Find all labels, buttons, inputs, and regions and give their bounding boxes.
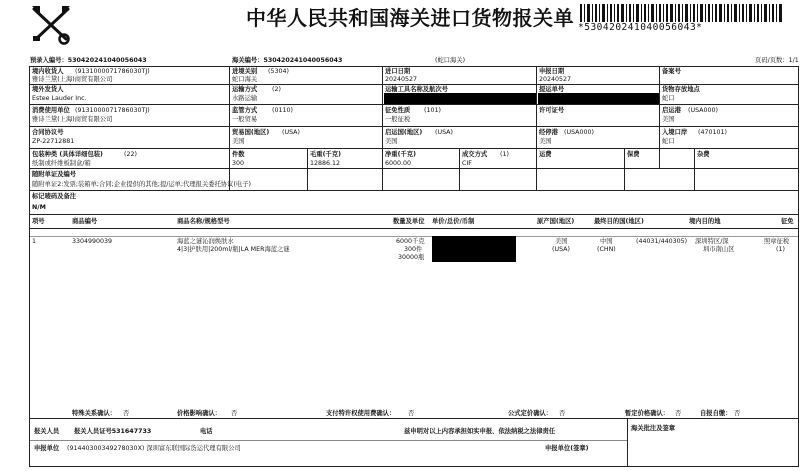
docs-label: 随附单证及编号 bbox=[32, 171, 77, 178]
transit-port-code: (USA000) bbox=[564, 129, 594, 136]
goods-qty-weight: 6000千克 bbox=[396, 238, 425, 245]
pack-code: (22) bbox=[124, 151, 137, 158]
special-relation-value: 否 bbox=[123, 410, 130, 417]
origin-country-label: 启运国(地区) bbox=[385, 129, 423, 136]
page-title: 中华人民共和国海关进口货物报关单 bbox=[246, 6, 574, 30]
goods-header-levy: 征免 bbox=[781, 218, 794, 225]
declarer-cert: 报关人员证号531647733 bbox=[74, 428, 152, 435]
declaring-unit-value: (91440300349278030X) 深圳富东联国际货运代理有限公司 bbox=[67, 445, 241, 452]
deal-value: CIF bbox=[462, 160, 472, 167]
goods-header-domestic: 境内目的地 bbox=[689, 218, 721, 225]
net-label: 净重(千克) bbox=[385, 151, 416, 158]
origin-country-value: 美国 bbox=[385, 138, 398, 145]
goods-domestic-value: 深圳特区/深 bbox=[695, 238, 729, 245]
levy-value: 一般征税 bbox=[385, 116, 411, 123]
goods-origin-code: (USA) bbox=[552, 246, 570, 253]
pack-value: 纸制或纤维板制盒/箱 bbox=[32, 160, 91, 167]
declaring-unit-sign: 申报单位(签章) bbox=[545, 445, 589, 452]
customs-endorsement-label: 海关批注及签章 bbox=[631, 425, 676, 432]
goods-dest: 中国 bbox=[600, 238, 613, 245]
declaring-unit-label: 申报单位 bbox=[34, 445, 60, 452]
goods-qty-bottles: 30000瓶 bbox=[398, 254, 425, 261]
goods-domestic-code: (44031/440305) bbox=[636, 238, 688, 245]
gross-label: 毛重(千克) bbox=[310, 151, 341, 158]
marks-value: N/M bbox=[32, 204, 46, 211]
departure-port-label: 启运港 bbox=[662, 107, 681, 114]
contract-label: 合同协议号 bbox=[32, 129, 64, 136]
transit-port-value: 美国 bbox=[539, 138, 552, 145]
levy-label: 征免性质 bbox=[385, 107, 411, 114]
pieces-value: 300 bbox=[232, 160, 245, 167]
price-impact-value: 否 bbox=[231, 410, 238, 417]
contract-value: ZP-22712881 bbox=[32, 138, 75, 145]
consignee-name: 雅诗兰黛(上海)商贸有限公司 bbox=[32, 76, 113, 83]
special-relation-label: 特殊关系确认： bbox=[72, 410, 117, 417]
deal-code: (1) bbox=[500, 151, 509, 158]
formula-label: 公式定价确认： bbox=[508, 410, 553, 417]
goods-levy-code: (1) bbox=[776, 246, 785, 253]
goods-price-redacted bbox=[432, 236, 516, 262]
transit-port-label: 经停港 bbox=[539, 129, 558, 136]
transport-label: 运输方式 bbox=[232, 86, 258, 93]
goods-header-name: 商品名称/规格型号 bbox=[177, 218, 230, 225]
supervision-code: (0110) bbox=[272, 107, 293, 114]
license-label: 许可证号 bbox=[539, 107, 565, 114]
entry-customs-value: 蛇口海关 bbox=[232, 76, 258, 83]
trade-country-label: 贸易国(地区) bbox=[232, 129, 270, 136]
barcode-text: *530420241040056043* bbox=[578, 22, 703, 33]
price-impact-label: 价格影响确认： bbox=[177, 410, 222, 417]
goods-spec: 4|3|护肤用|200ml/瓶|LA MER海蓝之谜 bbox=[177, 246, 290, 253]
provisional-value: 否 bbox=[675, 410, 682, 417]
consumer-label: 消费使用单位 bbox=[32, 107, 70, 114]
entry-port-value: 蛇口 bbox=[662, 138, 675, 145]
pieces-label: 件数 bbox=[232, 151, 245, 158]
goods-origin: 美国 bbox=[555, 238, 568, 245]
freight-label: 运费 bbox=[539, 151, 552, 158]
barcode bbox=[580, 4, 784, 22]
customs-emblem-icon bbox=[28, 3, 74, 45]
storage-label: 货物存放地点 bbox=[662, 86, 700, 93]
goods-header-code: 商品编号 bbox=[72, 218, 98, 225]
royalty-label: 支付特许权使用费确认： bbox=[326, 410, 396, 417]
declarer-label: 报关人员 bbox=[34, 428, 60, 435]
record-no-label: 备案号 bbox=[662, 68, 681, 75]
goods-header-item: 项号 bbox=[32, 218, 45, 225]
shipper-label: 境外发货人 bbox=[32, 86, 64, 93]
import-date-value: 20240527 bbox=[385, 76, 418, 83]
trade-country-value: 美国 bbox=[232, 138, 245, 145]
port-note: (蛇口海关) bbox=[435, 57, 466, 64]
transport-code: (2) bbox=[272, 86, 281, 93]
insurance-label: 保费 bbox=[627, 151, 640, 158]
goods-item: 1 bbox=[32, 238, 37, 245]
bill-label: 提运单号 bbox=[539, 86, 565, 93]
goods-domestic-value-2: 圳市南山区 bbox=[703, 246, 735, 253]
consignee-label: 境内收货人 bbox=[32, 68, 64, 75]
import-date-label: 进口日期 bbox=[385, 68, 411, 75]
customs-number: 海关编号：530420241040056043 bbox=[232, 57, 343, 64]
entry-customs-code: (5304) bbox=[268, 68, 289, 75]
provisional-label: 暂定价格确认： bbox=[625, 410, 670, 417]
goods-header-qty: 数量及单位 bbox=[393, 218, 425, 225]
entry-customs-label: 进境关别 bbox=[232, 68, 258, 75]
goods-header-price: 单价/总价/币制 bbox=[432, 218, 475, 225]
goods-code: 3304990039 bbox=[72, 238, 113, 245]
docs-value: 随附单证2:发票;装箱单;合同;企业提供的其他;提/运单;代理报关委托协议(电子) bbox=[32, 181, 251, 188]
consignee-code: (9131000071786030TJ) bbox=[75, 68, 150, 75]
misc-label: 杂费 bbox=[697, 151, 710, 158]
marks-label: 标记唛码及备注 bbox=[32, 193, 77, 200]
pre-entry-number: 预录入编号：530420241040056043 bbox=[30, 57, 147, 64]
transport-value: 水路运输 bbox=[232, 95, 258, 102]
supervision-label: 监管方式 bbox=[232, 107, 258, 114]
origin-country-code: (USA) bbox=[435, 129, 453, 136]
departure-port-code: (USA000) bbox=[688, 107, 718, 114]
bill-redacted bbox=[538, 93, 659, 104]
goods-header-origin: 原产国(地区) bbox=[537, 218, 575, 225]
consumer-code: (9131000071786030TJ) bbox=[75, 107, 150, 114]
vessel-redacted bbox=[384, 93, 536, 104]
gross-value: 12886.12 bbox=[310, 160, 341, 167]
declare-date-label: 申报日期 bbox=[539, 68, 565, 75]
trade-country-code: (USA) bbox=[282, 129, 300, 136]
goods-header-dest: 最终目的国(地区) bbox=[594, 218, 644, 225]
shipper-value: Estee Lauder Inc. bbox=[32, 95, 87, 102]
levy-code: (101) bbox=[424, 107, 441, 114]
page-count: 页码/页数：1/1 bbox=[755, 57, 799, 64]
self-declare-value: 否 bbox=[734, 410, 741, 417]
goods-qty-pieces: 300件 bbox=[404, 246, 423, 253]
vessel-label: 运输工具名称及航次号 bbox=[385, 86, 448, 93]
deal-label: 成交方式 bbox=[462, 151, 488, 158]
goods-levy: 照章征税 bbox=[764, 238, 790, 245]
royalty-value: 否 bbox=[408, 410, 415, 417]
goods-dest-code: (CHN) bbox=[597, 246, 616, 253]
legal-statement: 兹申明对以上内容承担如实申报、依法纳税之法律责任 bbox=[404, 428, 556, 435]
departure-port-value: 美国 bbox=[662, 116, 675, 123]
self-declare-label: 自报自缴： bbox=[700, 410, 732, 417]
entry-port-code: (470101) bbox=[698, 129, 727, 136]
formula-value: 否 bbox=[559, 410, 566, 417]
supervision-value: 一般贸易 bbox=[232, 116, 258, 123]
goods-name: 海蓝之谜沁润焕肤水 bbox=[177, 238, 234, 245]
consumer-name: 雅诗兰黛(上海)商贸有限公司 bbox=[32, 116, 113, 123]
pack-label: 包装种类 (具体详细包装) bbox=[32, 151, 103, 158]
phone-label: 电话 bbox=[200, 428, 213, 435]
entry-port-label: 入境口岸 bbox=[662, 129, 688, 136]
net-value: 6000.00 bbox=[385, 160, 412, 167]
storage-value: 蛇口 bbox=[662, 95, 675, 102]
declare-date-value: 20240527 bbox=[539, 76, 572, 83]
